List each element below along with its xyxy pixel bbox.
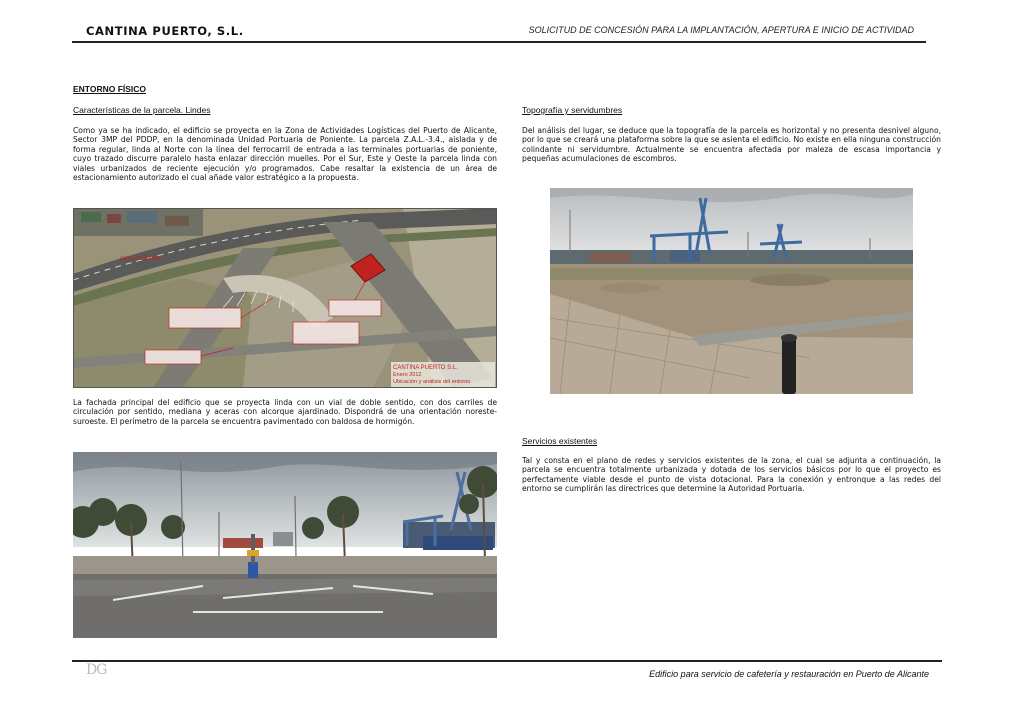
facade-text: La fachada principal del edificio que se proyecta linda con un vial de doble sentido, con dos carriles de circulación por sentido, mediana y aceras con alcorque ajardinado. Dispondrá de una orientación noreste-suroeste. El perímetro de la parcela se encuentra pavimentado con baldosa de hormigón. [73,398,497,426]
header-rule [72,41,926,43]
topography-text: Del análisis del lugar, se deduce que la topografía de la parcela es horizontal y no presenta desnivel alguno, por lo que se creará una plataforma sobre la que se asienta el edificio. No existe en ella ninguna construcción colindante ni servidumbre. Actualmente se encuentra afectada por maleza de escasa importancia y pequeñas acumulaciones de escombros. [522,126,941,164]
section-title: ENTORNO FÍSICO [73,84,147,94]
map-caption-title: Ubicación y análisis del entorno [393,379,471,385]
footer-caption: Edificio para servicio de cafetería y restauración en Puerto de Alicante [649,669,929,679]
parcel-text: Como ya se ha indicado, el edificio se proyecta en la Zona de Actividades Logísticas del Puerto de Alicante, Sector 3MP del PDDP, en la denominada Unidad Portuaria de Poniente. La parcela Z.A.L.-3.4., aislada y de forma regular, linda al Norte con la línea del ferrocarril de entrada a las terminales portuarias de poniente, cuyo trazado discurre paralelo hasta enlazar dirección muelles. Por el Sur, Este y Oeste la parcela linda con viales urbanizados de reciente ejecución y/o programados. Cabe resaltar la existencia de un área de estacionamiento autorizado el cual añade valor estratégico a la propuesta. [73,126,497,183]
topography-heading: Topografía y servidumbres [522,105,623,115]
document-title: SOLICITUD DE CONCESIÓN PARA LA IMPLANTACIÓN, APERTURA E INICIO DE ACTIVIDAD [528,25,914,35]
map-caption-company: CANTINA PUERTO S.L. [393,365,458,371]
street-photo [73,452,497,638]
company-name: CANTINA PUERTO, S.L. [86,24,244,38]
footer-rule [72,660,942,662]
services-heading: Servicios existentes [522,436,598,446]
parcel-photo [550,188,913,394]
dg-logo: DG [86,662,107,678]
road-label: calle de Bilbao [120,255,163,262]
aerial-map-image [73,208,497,388]
map-caption-date: Enero 2012 [393,372,422,378]
parcel-heading: Características de la parcela. Lindes [73,105,211,115]
services-text: Tal y consta en el plano de redes y servicios existentes de la zona, el cual se adjunta a continuación, la parcela se encuentra totalmente urbanizada y dotada de los servicios básicos por lo que el proyecto es perfectamente viable desde el punto de vista dotacional. Para la conexión y entronque a las redes del entorno se cumplirán las directrices que determine la Autoridad Portuaria. [522,456,941,494]
